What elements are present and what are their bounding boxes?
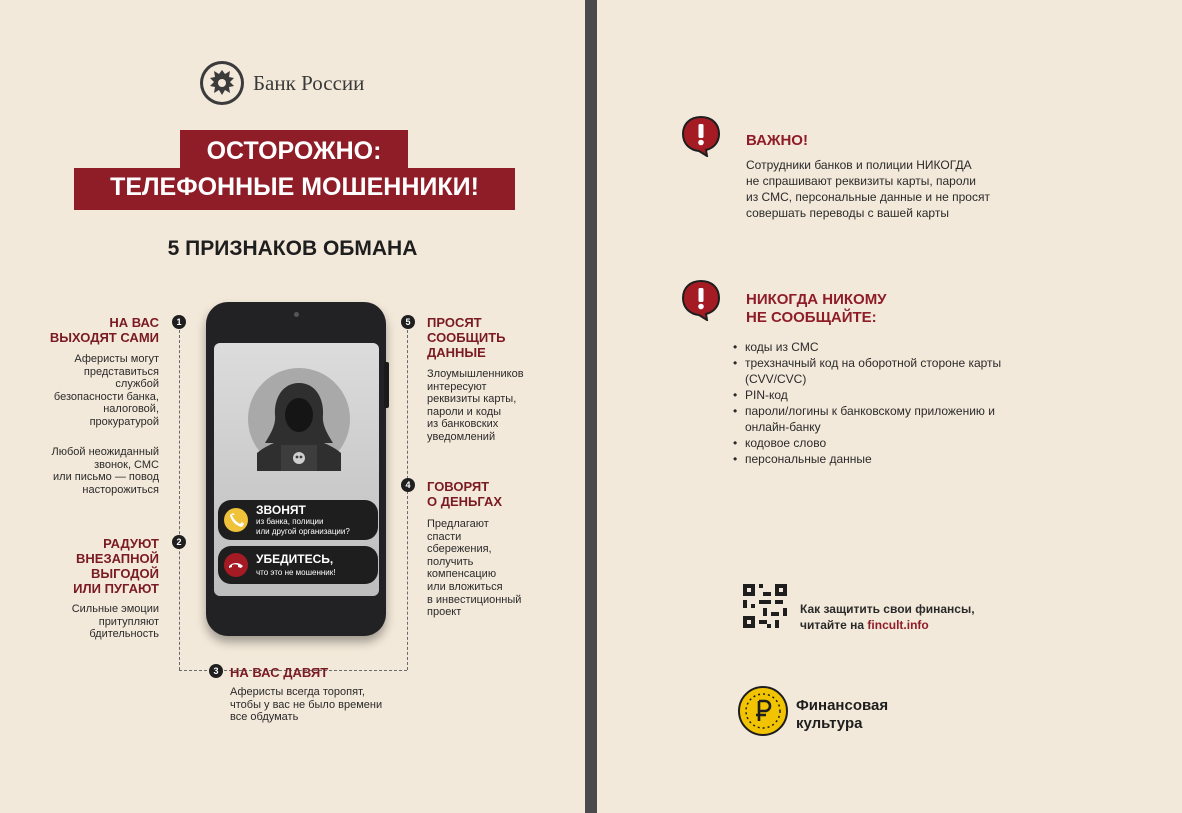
phone: [206, 302, 386, 636]
exclamation-icon: [681, 279, 721, 321]
sign-number-4: 4: [401, 478, 415, 492]
list-item: • персональные данные: [733, 451, 1033, 467]
qr-caption: Как защитить свои финансы, читайте на fincult.info: [800, 602, 975, 632]
sign-number-3: 3: [209, 664, 223, 678]
exclamation-icon: [681, 115, 721, 157]
list-item: • кодовое слово: [733, 435, 1033, 451]
sign-4-text: Предлагают спасти сбережения, получить компенсацию или вложиться в инвестиционный проект: [427, 518, 522, 619]
subtitle: 5 ПРИЗНАКОВ ОБМАНА: [167, 237, 418, 260]
sign-3-title: НА ВАС ДАВЯТ: [230, 665, 329, 680]
eagle-icon: [199, 60, 245, 106]
call2-subtitle: что это не мошенник!: [256, 568, 336, 577]
sign-1-note: Любой неожиданный звонок, СМС или письмо — повод насторожиться: [51, 446, 159, 496]
sign-number-1: 1: [172, 315, 186, 329]
fincult-brand: Финансовая культура: [796, 697, 889, 732]
title-line-2: ТЕЛЕФОННЫЕ МОШЕННИКИ!: [74, 168, 515, 210]
connector-right: [407, 330, 408, 670]
sign-1-title: НА ВАС ВЫХОДЯТ САМИ: [49, 315, 159, 345]
list-item: • трехзначный код на оборотной стороне карты (CVV/CVC): [733, 355, 1033, 387]
page-right: [597, 0, 1182, 813]
important-text: Сотрудники банков и полиции НИКОГДА не спрашивают реквизиты карты, пароли из СМС, персональные данные и не просят совершать переводы с вашей карты: [746, 158, 990, 220]
call-incoming-card: [218, 500, 378, 540]
sign-5-title: ПРОСЯТ СООБЩИТЬ ДАННЫЕ: [427, 315, 506, 360]
sign-2-title: РАДУЮТ ВНЕЗАПНОЙ ВЫГОДОЙ ИЛИ ПУГАЮТ: [73, 536, 159, 596]
bank-name: Банк России: [253, 70, 365, 95]
phone-decline-icon[interactable]: [224, 553, 248, 577]
connector-left: [179, 330, 180, 670]
never-list: [733, 339, 1033, 467]
phone-accept-icon[interactable]: [224, 508, 248, 532]
list-item: • пароли/логины к банковскому приложению и онлайн-банку: [733, 403, 1033, 435]
sign-number-5: 5: [401, 315, 415, 329]
hacker-avatar-icon: [247, 367, 351, 471]
phone-camera: [294, 312, 299, 317]
page-left: [0, 0, 585, 813]
sign-number-2: 2: [172, 535, 186, 549]
call2-title: УБЕДИТЕСЬ,: [256, 552, 334, 566]
list-item: • PIN-код: [733, 387, 1033, 403]
bank-logo: [199, 60, 364, 106]
fincult-link[interactable]: fincult.info: [867, 618, 929, 632]
sign-2-text: Сильные эмоции притупляют бдительность: [71, 603, 159, 641]
never-title: НИКОГДА НИКОМУ НЕ СООБЩАЙТЕ:: [746, 291, 887, 326]
sign-5-text: Злоумышленников интересуют реквизиты карты, пароли и коды из банковских уведомлений: [427, 368, 524, 443]
phone-side-button: [384, 362, 389, 408]
call-verify-card: [218, 546, 378, 584]
qr-code-icon[interactable]: [743, 584, 787, 628]
list-item: • коды из СМС: [733, 339, 1033, 355]
call1-subtitle: из банка, полиции или другой организации?: [256, 517, 350, 536]
sign-4-title: ГОВОРЯТ О ДЕНЬГАХ: [427, 479, 502, 509]
important-title: ВАЖНО!: [746, 132, 808, 149]
call1-title: ЗВОНЯТ: [256, 503, 306, 517]
ruble-icon: [738, 686, 788, 736]
sign-3-text: Аферисты всегда торопят, чтобы у вас не было времени все обдумать: [230, 686, 383, 724]
title-line-1: ОСТОРОЖНО:: [180, 130, 408, 172]
sign-1-text: Аферисты могут представиться службой безопасности банка, налоговой, прокуратурой: [53, 353, 159, 428]
